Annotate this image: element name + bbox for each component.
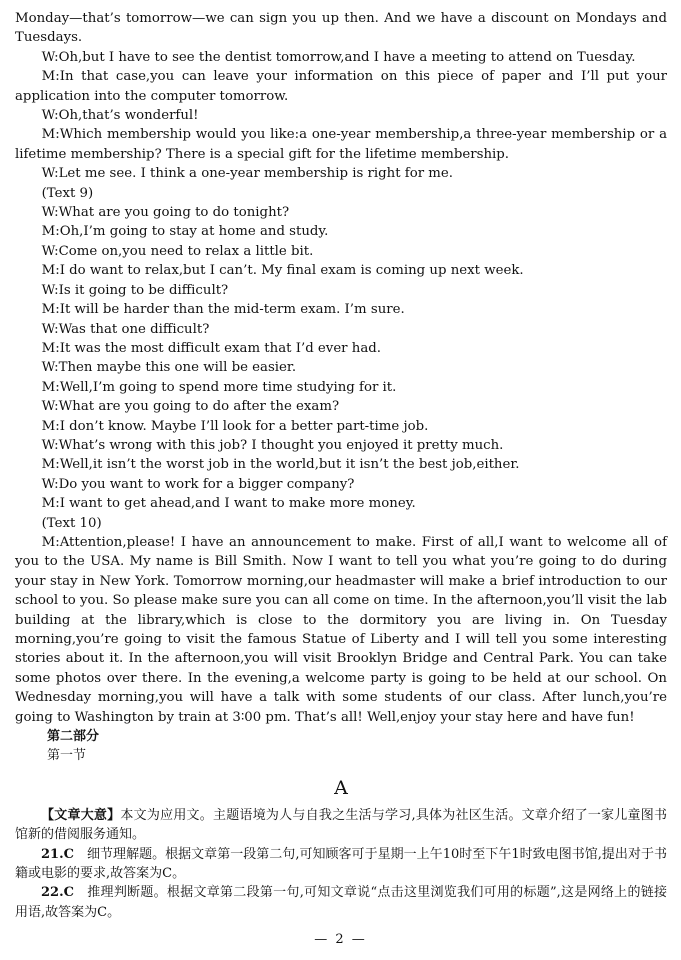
subsection-heading: 第一节 — [47, 748, 87, 764]
listening-script — [15, 9, 667, 727]
script-line: W:Do you want to work for a bigger company? — [41, 476, 355, 492]
script-line: M:Well,I’m going to spend more time studying for it. — [41, 379, 397, 395]
question-number: 22. — [41, 885, 64, 901]
script-line: M:In that case,you can leave your information on this piece of paper and I’ll put your application into the computer tomorrow. — [15, 69, 667, 104]
script-line: W:Oh,but I have to see the dentist tomorrow,and I have a meeting to attend on Tuesday. — [41, 49, 636, 65]
part-heading: 第二部分 — [47, 729, 100, 745]
script-line: M:Which membership would you like:a one-year membership,a three-year membership or a lifetime membership? There is a special gift for the lifetime membership. — [15, 127, 667, 162]
script-line: W:What are you going to do tonight? — [41, 205, 290, 221]
script-line: M:Oh,I’m going to stay at home and study. — [41, 224, 329, 240]
answer-letter: C — [63, 846, 74, 862]
answer-explanation: 细节理解题。根据文章第一段第二句,可知顾客可于星期一上午10时至下午1时致电图书馆,提出对于书籍或电影的要求,故答案为C。 — [15, 846, 667, 882]
article-summary — [15, 806, 667, 845]
text-label: (Text 10) — [41, 515, 102, 531]
page-number: — 2 — — [314, 932, 367, 947]
summary-text: 本文为应用文。主题语境为人与自我之生活与学习,具体为社区生活。文章介绍了一家儿童图书馆新的借阅服务通知。 — [15, 807, 667, 843]
summary-label: 【文章大意】 — [41, 807, 121, 823]
script-line: W:Oh,that’s wonderful! — [41, 108, 199, 124]
script-line: M:It will be harder than the mid-term exam. I’m sure. — [41, 302, 405, 318]
script-line: W:Come on,you need to relax a little bit. — [41, 243, 314, 259]
question-number: 21. — [41, 846, 64, 862]
answer-item — [15, 845, 667, 884]
script-line: M:I don’t know. Maybe I’ll look for a better part-time job. — [41, 418, 429, 434]
script-line: W:Is it going to be difficult? — [41, 282, 229, 298]
passage-heading: A — [334, 776, 348, 799]
answer-item — [15, 883, 667, 922]
script-line: W:Then maybe this one will be easier. — [41, 360, 297, 376]
script-line: M:Well,it isn’t the worst job in the world,but it isn’t the best job,either. — [41, 457, 520, 473]
document-body — [15, 9, 667, 922]
script-line: M:I want to get ahead,and I want to make more money. — [41, 496, 416, 512]
script-line: W:Was that one difficult? — [41, 321, 210, 337]
script-line: Monday—that’s tomorrow—we can sign you up then. And we have a discount on Mondays and Tuesdays. — [15, 11, 667, 46]
script-line: M:It was the most difficult exam that I’d ever had. — [41, 340, 381, 356]
announcement-paragraph: M:Attention,please! I have an announcement to make. First of all,I want to welcome all of you to the USA. My name is Bill Smith. Now I want to tell you what you’re going to do during your stay in New York. Tomorrow morning,our headmaster will make a brief introduction to our school to you. So please make sure you can all come on time. In the afternoon,you’ll visit the lab building at the library,which is close to the dormitory you are living in. On Tuesday morning,you’re going to visit the famous Statue of Liberty and I will tell you some interesting stories about it. In the afternoon,you will visit Brooklyn Bridge and Central Park. You can take some photos over there. In the evening,a welcome party is going to be held at our school. On Wednesday morning,you will have a talk with some students of our class. After lunch,you’re going to Washington by train at 3∶00 pm. That’s all! Well,enjoy your stay here and have fun! — [15, 534, 667, 725]
script-line: W:What’s wrong with this job? I thought you enjoyed it pretty much. — [41, 437, 504, 453]
answer-letter: C — [63, 885, 74, 901]
answer-explanation: 推理判断题。根据文章第二段第一句,可知文章说“点击这里浏览我们可用的标题”,这是网络上的链接用语,故答案为C。 — [15, 885, 667, 920]
script-line: W:What are you going to do after the exam? — [41, 399, 340, 415]
script-line: M:I do want to relax,but I can’t. My final exam is coming up next week. — [41, 263, 524, 279]
text-label: (Text 9) — [41, 185, 94, 201]
script-line: W:Let me see. I think a one-year membership is right for me. — [41, 166, 454, 182]
